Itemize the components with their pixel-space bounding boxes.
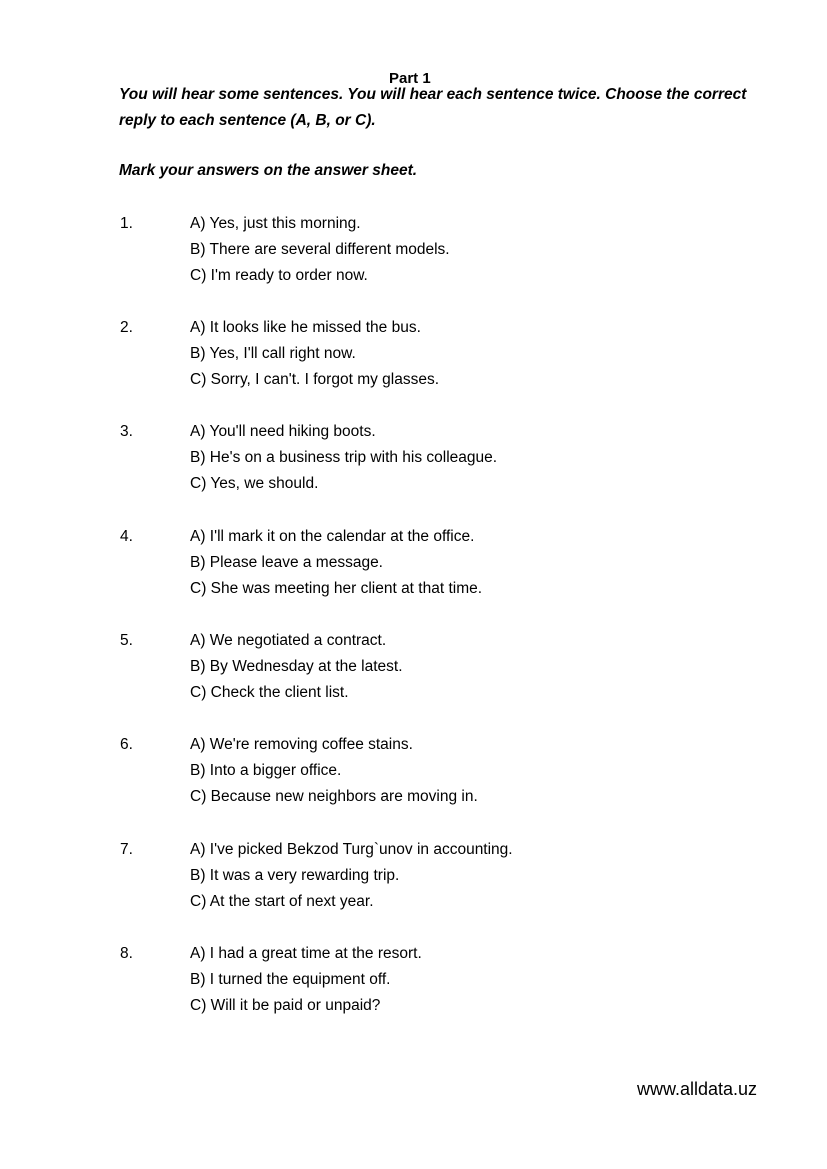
- option-b: B) By Wednesday at the latest.: [190, 658, 403, 675]
- option-a: A) Yes, just this morning.: [190, 215, 361, 232]
- option-c: C) I'm ready to order now.: [190, 267, 368, 284]
- answer-options: [190, 419, 497, 497]
- answer-options: [190, 524, 482, 602]
- question-item: [0, 315, 827, 395]
- question-item: [0, 211, 827, 291]
- question-number: 8.: [120, 945, 133, 962]
- question-number: 3.: [120, 423, 133, 440]
- question-item: [0, 524, 827, 604]
- question-number: 7.: [120, 841, 133, 858]
- option-a: A) You'll need hiking boots.: [190, 423, 376, 440]
- question-number: 2.: [120, 319, 133, 336]
- question-number: 6.: [120, 736, 133, 753]
- answer-options: [190, 315, 439, 393]
- question-item: [0, 628, 827, 708]
- answer-options: [190, 941, 422, 1019]
- option-c: C) Sorry, I can't. I forgot my glasses.: [190, 371, 440, 388]
- option-c: C) Yes, we should.: [190, 475, 319, 492]
- option-a: A) I had a great time at the resort.: [190, 945, 422, 962]
- page-title: Part 1: [389, 70, 431, 87]
- option-c: C) Check the client list.: [190, 684, 349, 701]
- answer-options: [190, 837, 513, 915]
- option-c: C) Because new neighbors are moving in.: [190, 788, 478, 805]
- answer-options: [190, 732, 478, 810]
- option-b: B) There are several different models.: [190, 241, 450, 258]
- question-number: 4.: [120, 528, 133, 545]
- answer-options: [190, 628, 403, 706]
- option-b: B) Into a bigger office.: [190, 762, 342, 779]
- question-item: [0, 941, 827, 1021]
- option-b: B) Yes, I'll call right now.: [190, 345, 356, 362]
- option-b: B) It was a very rewarding trip.: [190, 867, 400, 884]
- option-a: A) We're removing coffee stains.: [190, 736, 413, 753]
- instructions-text: You will hear some sentences. You will hear each sentence twice. Choose the correct reply to each sentence (A, B, or C).: [119, 86, 747, 129]
- question-number: 5.: [120, 632, 133, 649]
- option-b: B) Please leave a message.: [190, 554, 383, 571]
- option-b: B) I turned the equipment off.: [190, 971, 391, 988]
- option-a: A) We negotiated a contract.: [190, 632, 387, 649]
- option-b: B) He's on a business trip with his colleague.: [190, 449, 498, 466]
- option-a: A) I've picked Bekzod Turg`unov in accounting.: [190, 841, 513, 858]
- option-c: C) Will it be paid or unpaid?: [190, 997, 381, 1014]
- option-a: A) I'll mark it on the calendar at the office.: [190, 528, 475, 545]
- question-item: [0, 837, 827, 917]
- question-item: [0, 732, 827, 812]
- answer-sheet-note: Mark your answers on the answer sheet.: [119, 162, 418, 179]
- option-c: C) She was meeting her client at that time.: [190, 580, 483, 597]
- option-a: A) It looks like he missed the bus.: [190, 319, 421, 336]
- option-c: C) At the start of next year.: [190, 893, 374, 910]
- question-number: 1.: [120, 215, 133, 232]
- answer-options: [190, 211, 450, 289]
- footer-website-url: www.alldata.uz: [637, 1079, 758, 1099]
- question-item: [0, 419, 827, 499]
